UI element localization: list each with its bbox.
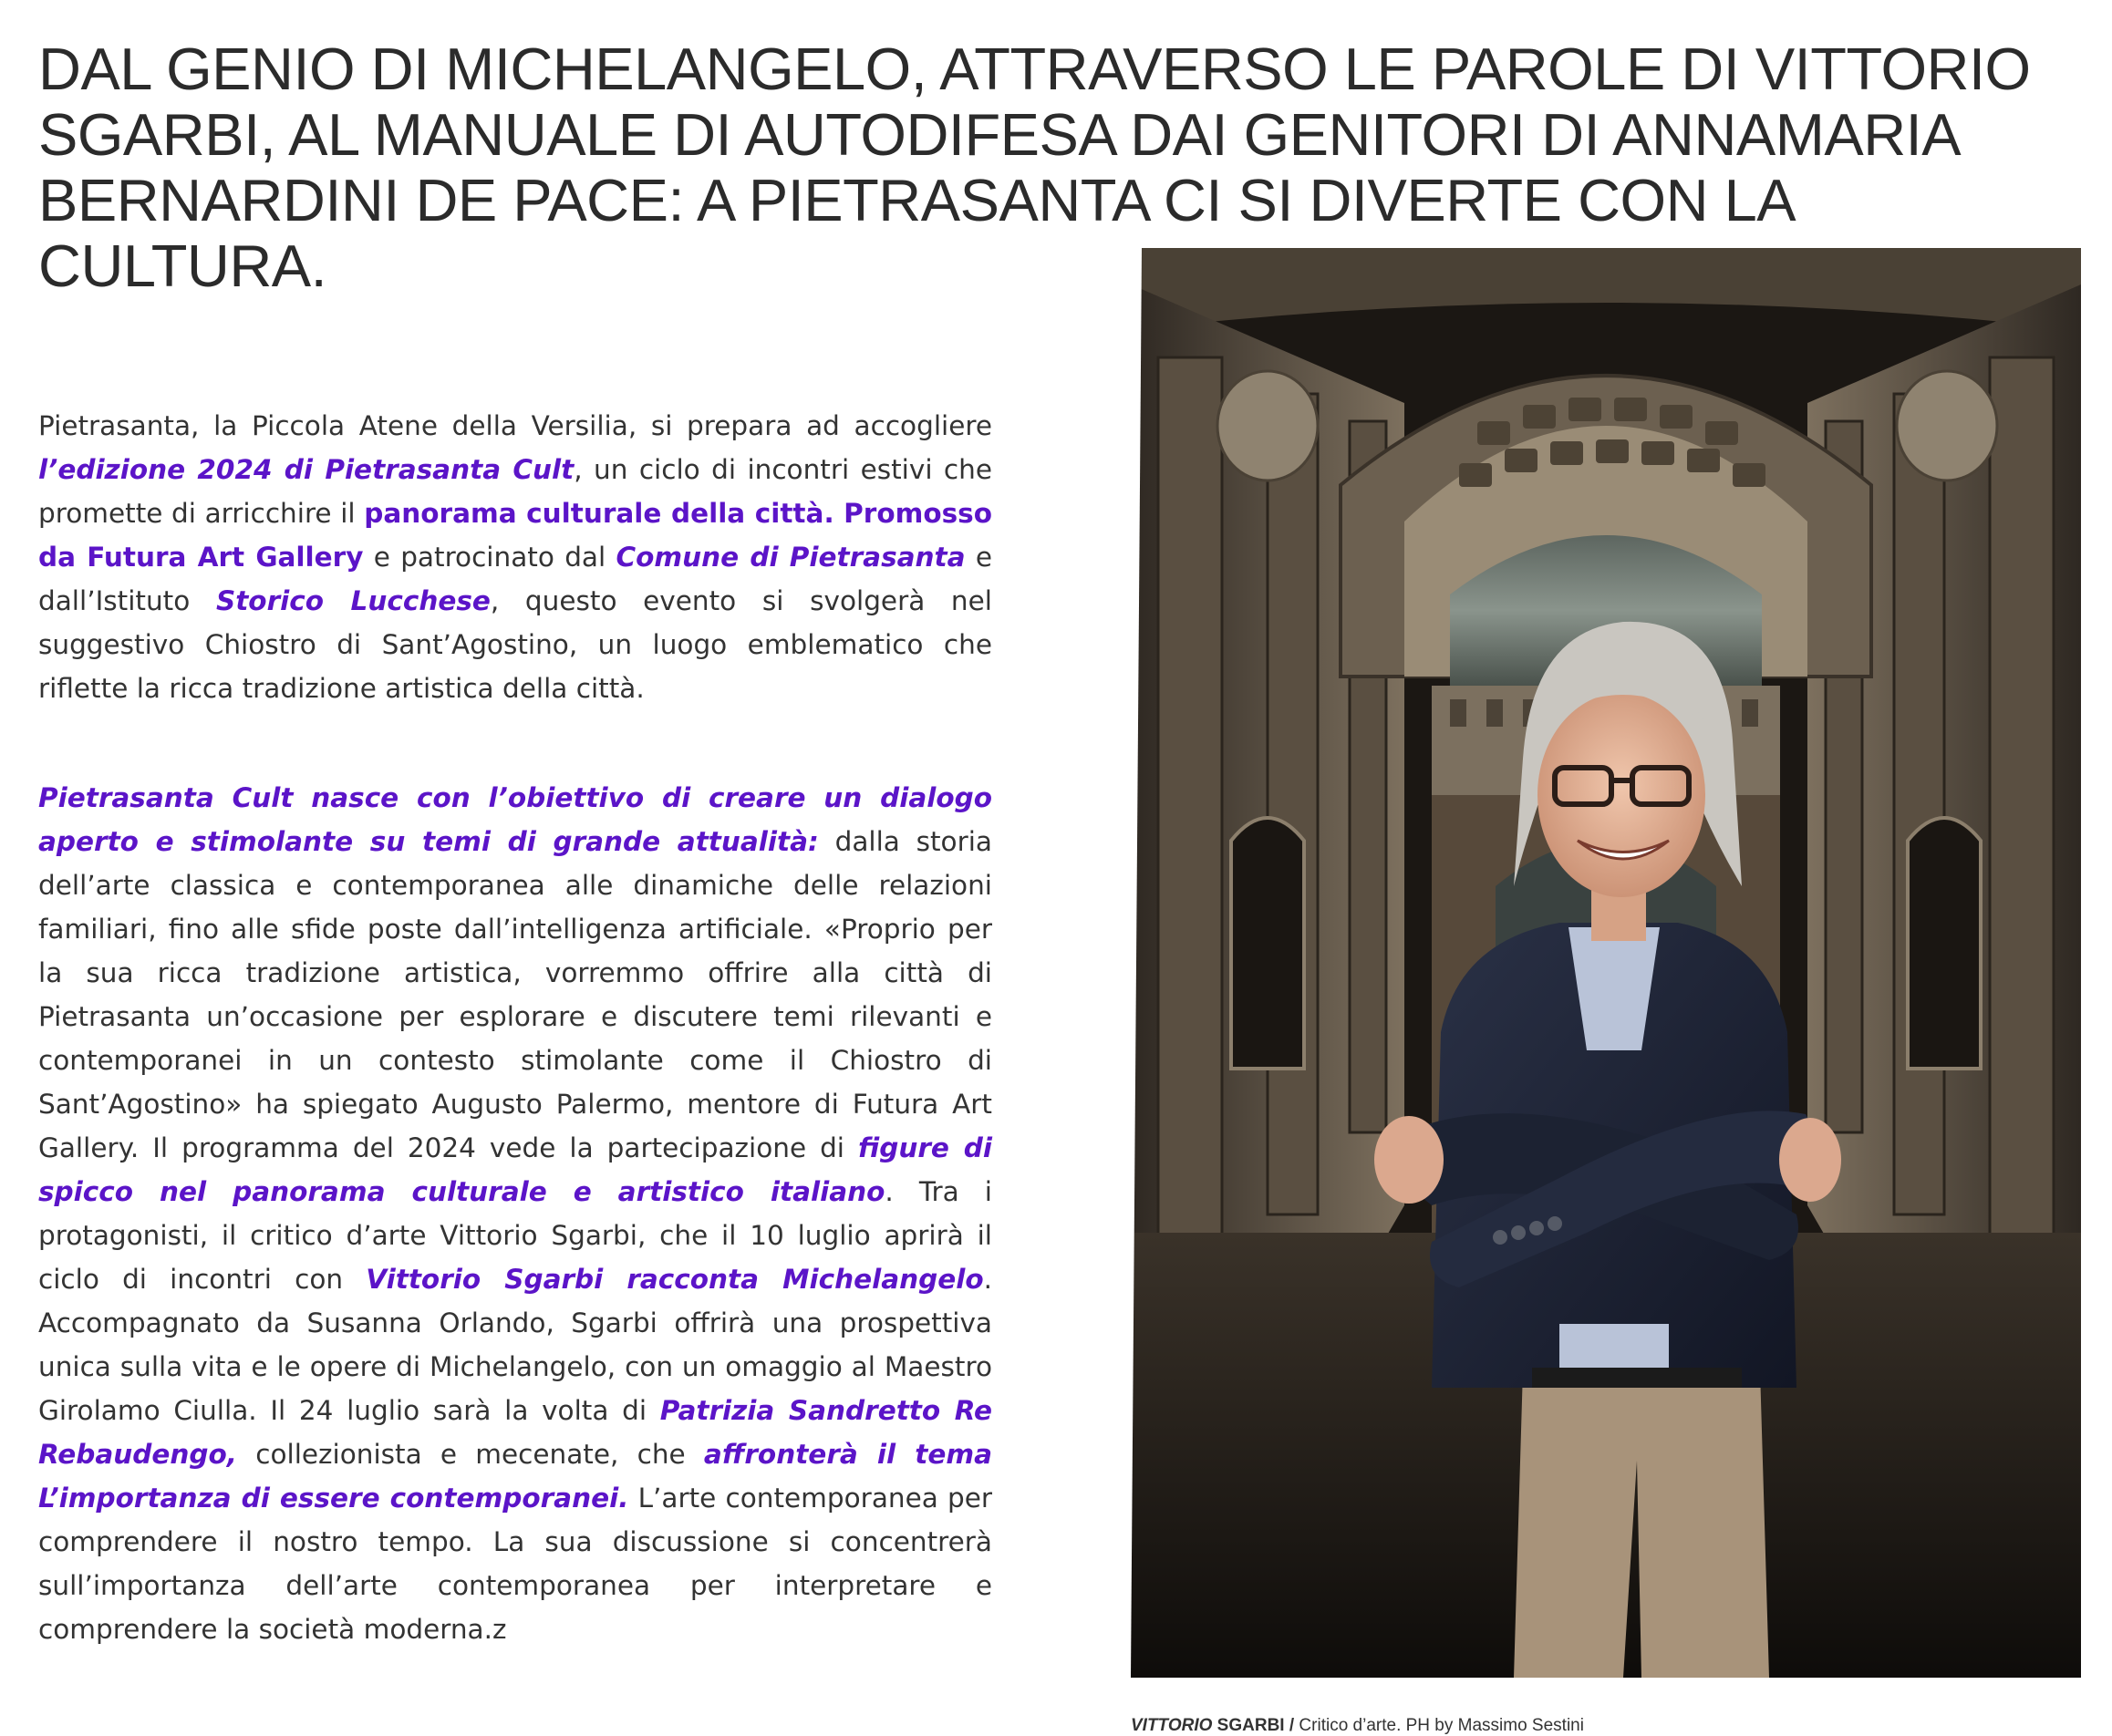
body-text: collezionista e mecenate, che	[237, 1439, 704, 1470]
highlight-text: Pietrasanta Cult nasce con l’obiettivo di creare un dialogo aperto e stimolante su temi di grande attualità:	[38, 782, 992, 857]
photo-caption	[1131, 1716, 1584, 1736]
body-text: L’arte contemporanea per comprendere il nostro tempo. La sua discussione si concentrerà sull’importanza dell’arte contemporanea per interpretare e comprendere la società moderna.z	[38, 1483, 992, 1645]
caption-last-name: SGARBI	[1212, 1716, 1285, 1735]
highlight-text: panorama culturale della città. Promosso da Futura Art Gallery	[38, 498, 992, 573]
body-text: e dall’Istituto	[38, 542, 992, 616]
portrait-photo	[1131, 248, 2081, 1678]
paragraph-program	[38, 776, 992, 1651]
highlight-text: Storico Lucchese	[215, 585, 491, 616]
body-text: , questo evento si svolgerà nel suggestivo Chiostro di Sant’Agostino, un luogo emblematico che riflette la ricca tradizione artistica della città.	[38, 585, 992, 704]
article-headline: DAL GENIO DI MICHELANGELO, ATTRAVERSO LE PAROLE DI VITTORIO SGARBI, AL MANUALE DI AUTODIFESA DAI GENITORI DI ANNAMARIA BERNARDINI DE PACE: A PIETRASANTA CI SI DIVERTE CON LA CULTURA.	[38, 36, 2031, 299]
article-body	[38, 404, 992, 1651]
caption-first-name: VITTORIO	[1131, 1716, 1213, 1735]
body-text: e patrocinato dal	[363, 542, 616, 573]
highlight-text: Comune di Pietrasanta	[616, 542, 966, 573]
paragraph-intro	[38, 404, 992, 710]
caption-text: Critico d’arte. PH by Massimo Sestini	[1299, 1716, 1584, 1735]
highlight-text: figure di spicco nel panorama culturale e artistico italiano	[38, 1132, 992, 1207]
highlight-text: Patrizia Sandretto Re Rebaudengo,	[38, 1395, 992, 1470]
body-text: . Accompagnato da Susanna Orlando, Sgarbi offrirà una prospettiva unica sulla vita e le opere di Michelangelo, con un omaggio al Maestro Girolamo Ciulla. Il 24 luglio sarà la volta di	[38, 1264, 993, 1426]
body-text: dalla storia dell’arte classica e contemporanea alle dinamiche delle relazioni familiari, fino alle sfide poste dall’intelligenza artificiale. «Proprio per la sua ricca tradizione artistica, vorremmo offrire alla città di Pietrasanta un’occasione per esplorare e discutere temi rilevanti e contemporanei in un contesto stimolante come il Chiostro di Sant’Agostino» ha spiegato Augusto Palermo, mentore di Futura Art Gallery. Il programma del 2024 vede la partecipazione di	[38, 826, 992, 1163]
caption-separator: /	[1284, 1716, 1299, 1735]
body-text: , un ciclo di incontri estivi che promette di arricchire il	[38, 454, 992, 529]
highlight-text: affronterà il tema L’importanza di essere contemporanei.	[38, 1439, 992, 1514]
body-text: . Tra i protagonisti, il critico d’arte Vittorio Sgarbi, che il 10 luglio aprirà il ciclo di incontri con	[38, 1176, 992, 1295]
body-text: Pietrasanta, la Piccola Atene della Versilia, si prepara ad accogliere	[38, 410, 992, 441]
highlight-text: l’edizione 2024 di Pietrasanta Cult	[38, 454, 575, 485]
highlight-text: Vittorio Sgarbi racconta Michelangelo	[366, 1264, 984, 1295]
